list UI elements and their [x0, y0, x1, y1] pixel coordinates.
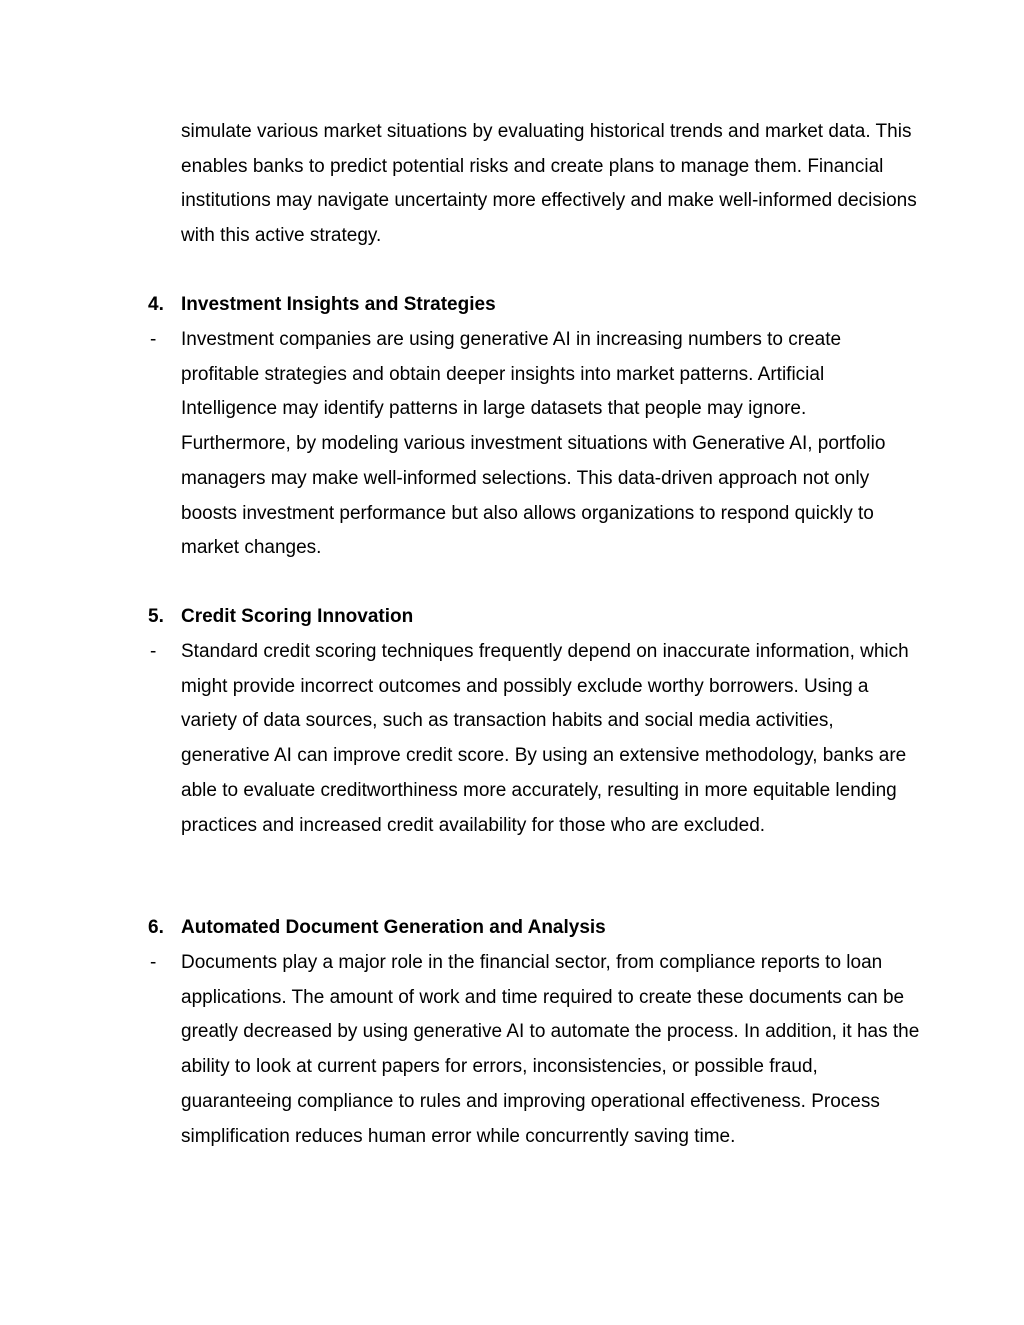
- section-6-body: Documents play a major role in the financial sector, from compliance reports to loan applications. The amount of work and time required to create these documents can be greatly decreased by using generative AI to automate the process. In addition, it has the ability to look at current papers for errors, inconsistencies, or possible fraud, guaranteeing compliance to rules and improving operational effectiveness. Process simplification reduces human error while concurrently saving time.: [181, 952, 920, 1147]
- section-5-number: 5.: [148, 606, 164, 627]
- section-5-heading: [148, 600, 921, 635]
- section-6-number: 6.: [148, 917, 164, 938]
- section-4-heading: [148, 288, 921, 323]
- section-6-title: Automated Document Generation and Analysis: [181, 917, 606, 938]
- section-6-bullet: -: [150, 952, 157, 973]
- section-5-bullet: -: [150, 641, 157, 662]
- intro-paragraph: simulate various market situations by evaluating historical trends and market data. This enables banks to predict potential risks and create plans to manage them. Financial institutions may navigate uncertainty more effectively and make well-informed decisions with this active strategy.: [181, 121, 917, 247]
- section-5-list-item: [150, 635, 921, 843]
- section-6-heading: [148, 911, 921, 946]
- section-5-body: Standard credit scoring techniques frequently depend on inaccurate information, which might provide incorrect outcomes and possibly exclude worthy borrowers. Using a variety of data sources, such as transaction habits and social media activities, generative AI can improve credit score. By using an extensive methodology, banks are able to evaluate creditworthiness more accurately, resulting in more equitable lending practices and increased credit availability for those who are excluded.: [181, 641, 909, 836]
- section-5-title: Credit Scoring Innovation: [181, 606, 414, 627]
- section-4-title: Investment Insights and Strategies: [181, 294, 496, 315]
- section-4-body: Investment companies are using generative AI in increasing numbers to create profitable strategies and obtain deeper insights into market patterns. Artificial Intelligence may identify patterns in large datasets that people may ignore. Furthermore, by modeling various investment situations with Generative AI, portfolio managers may make well-informed selections. This data-driven approach not only boosts investment performance but also allows organizations to respond quickly to market changes.: [181, 329, 886, 559]
- section-6-list-item: [150, 946, 921, 1154]
- section-4-number: 4.: [148, 294, 164, 315]
- section-4-list-item: [150, 323, 921, 566]
- section-4-bullet: -: [150, 329, 157, 350]
